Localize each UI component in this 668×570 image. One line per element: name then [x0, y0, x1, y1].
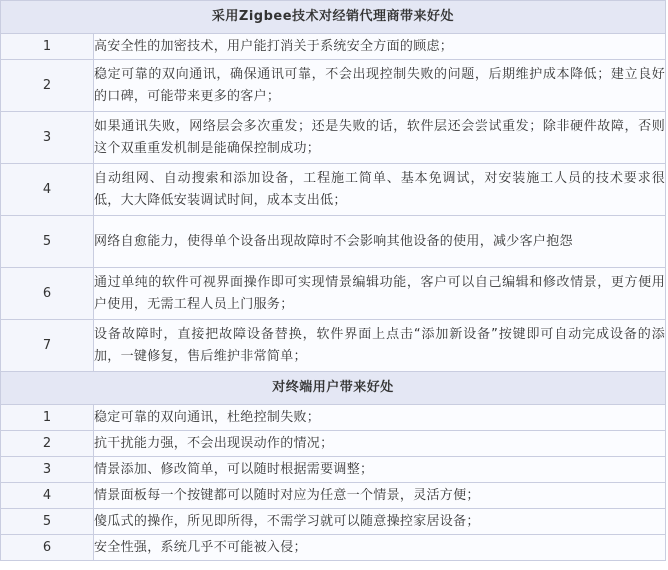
- row-text: 抗干扰能力强，不会出现误动作的情况；: [94, 431, 666, 457]
- row-number: 3: [1, 112, 94, 164]
- table-row: [1, 535, 666, 561]
- row-number: 7: [1, 320, 94, 372]
- row-text: 设备故障时，直接把故障设备替换，软件界面上点击“添加新设备”按键即可自动完成设备的添加，一键修复，售后维护非常简单；: [94, 320, 666, 372]
- row-number: 3: [1, 457, 94, 483]
- row-number: 5: [1, 509, 94, 535]
- section-header-row: [1, 372, 666, 405]
- row-text: 情景面板每一个按键都可以随时对应为任意一个情景，灵活方便；: [94, 483, 666, 509]
- row-number: 4: [1, 164, 94, 216]
- table-row: [1, 483, 666, 509]
- row-number: 4: [1, 483, 94, 509]
- table-row: [1, 112, 666, 164]
- row-text: 情景添加、修改简单，可以随时根据需要调整；: [94, 457, 666, 483]
- row-text: 稳定可靠的双向通讯，确保通讯可靠，不会出现控制失败的问题，后期维护成本降低；建立良好的口碑，可能带来更多的客户；: [94, 60, 666, 112]
- table-row: [1, 34, 666, 60]
- row-number: 2: [1, 60, 94, 112]
- table-row: [1, 509, 666, 535]
- row-text: 通过单纯的软件可视界面操作即可实现情景编辑功能，客户可以自己编辑和修改情景，更方便用户使用，无需工程人员上门服务；: [94, 268, 666, 320]
- table-row: [1, 320, 666, 372]
- table-row: [1, 457, 666, 483]
- row-number: 5: [1, 216, 94, 268]
- row-text: 安全性强，系统几乎不可能被入侵；: [94, 535, 666, 561]
- row-text: 网络自愈能力，使得单个设备出现故障时不会影响其他设备的使用，减少客户抱怨: [94, 216, 666, 268]
- row-text: 如果通讯失败，网络层会多次重发；还是失败的话，软件层还会尝试重发；除非硬件故障，否则这个双重重发机制是能确保控制成功；: [94, 112, 666, 164]
- row-text: 自动组网、自动搜索和添加设备，工程施工简单、基本免调试，对安装施工人员的技术要求很低，大大降低安装调试时间，成本支出低；: [94, 164, 666, 216]
- row-number: 6: [1, 535, 94, 561]
- section-title: 对终端用户带来好处: [1, 372, 666, 405]
- row-number: 6: [1, 268, 94, 320]
- row-text: 高安全性的加密技术，用户能打消关于系统安全方面的顾虑；: [94, 34, 666, 60]
- row-text: 傻瓜式的操作，所见即所得，不需学习就可以随意操控家居设备；: [94, 509, 666, 535]
- row-number: 2: [1, 431, 94, 457]
- table-row: [1, 216, 666, 268]
- section-title: 采用Zigbee技术对经销代理商带来好处: [1, 1, 666, 34]
- row-number: 1: [1, 405, 94, 431]
- table-row: [1, 405, 666, 431]
- row-text: 稳定可靠的双向通讯，杜绝控制失败；: [94, 405, 666, 431]
- table-row: [1, 60, 666, 112]
- table-row: [1, 431, 666, 457]
- section-header-row: [1, 1, 666, 34]
- table-row: [1, 268, 666, 320]
- table-row: [1, 164, 666, 216]
- row-number: 1: [1, 34, 94, 60]
